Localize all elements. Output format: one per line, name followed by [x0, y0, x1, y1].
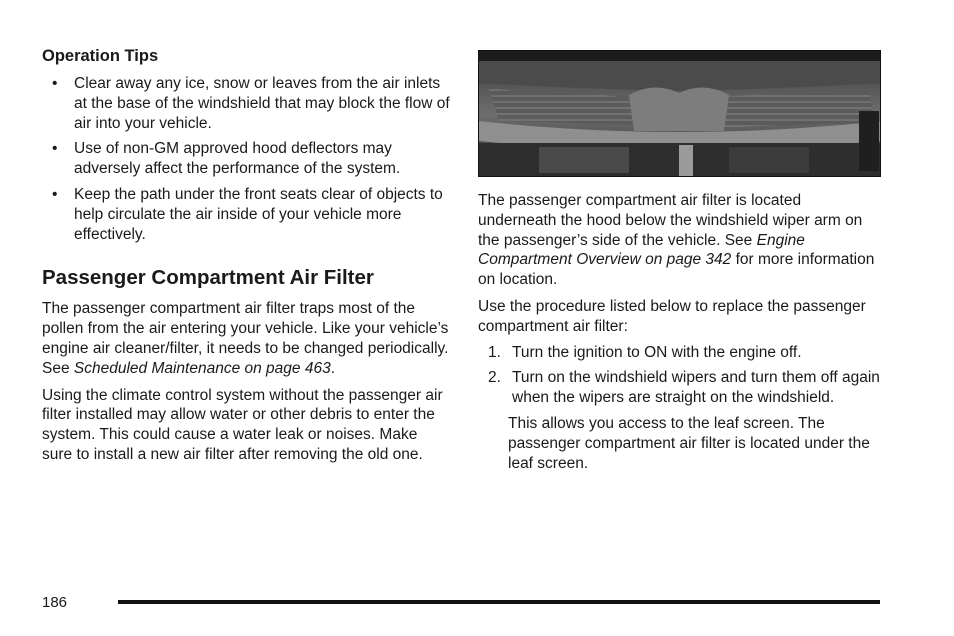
footer-rule [118, 600, 880, 604]
step-number: 1. [488, 343, 501, 361]
list-item [42, 185, 450, 244]
tip-text: Keep the path under the front seats clear of objects to help circulate the air inside of your vehicle more effectively. [74, 185, 443, 243]
filter-warning-paragraph: Using the climate control system without the passenger air filter installed may allow water or other debris to enter the system. This could cause a water leak or noises. Make sure to install a new air filter after removing the old one. [42, 386, 443, 463]
procedure-intro-paragraph: Use the procedure listed below to replace the passenger compartment air filter: [478, 297, 866, 335]
engine-compartment-photo [478, 50, 881, 177]
bullet-icon: • [52, 75, 58, 92]
list-item [42, 139, 450, 179]
paragraph-text-end: for more information on location. [478, 251, 875, 289]
step-number: 2. [488, 369, 501, 387]
bullet-icon: • [52, 140, 58, 158]
cross-reference-link[interactable]: Scheduled Maintenance on page 463 [73, 359, 331, 377]
list-item [42, 74, 450, 133]
step-note-paragraph: This allows you access to the leaf screen. The passenger compartment air filter is located under the leaf screen. [508, 414, 870, 472]
filter-intro-paragraph [42, 299, 450, 378]
list-item [478, 368, 882, 408]
paragraph-text: The passenger compartment air filter traps most of the pollen from the air entering your vehicle. Like your vehicle’s engine air cleaner/filter, it needs to be changed periodically. See [42, 300, 449, 377]
bullet-icon: • [52, 185, 58, 203]
tips-list [42, 74, 450, 244]
engine-compartment-photo-icon [479, 51, 881, 177]
procedure-steps [478, 343, 882, 408]
tip-text: Use of non-GM approved hood deflectors may adversely affect the performance of the system. [74, 140, 401, 178]
section-heading: Passenger Compartment Air Filter [42, 266, 374, 290]
filter-location-paragraph [478, 191, 882, 290]
step-text: Turn on the windshield wipers and turn them off again when the wipers are straight on the windshield. [512, 369, 880, 407]
page-number: 186 [42, 594, 68, 611]
list-item [478, 343, 882, 363]
paragraph-text: The passenger compartment air filter is located underneath the hood below the windshield wiper arm on the passenger’s side of the vehicle. See [478, 192, 863, 249]
right-column [478, 50, 882, 473]
paragraph-text-end: . [330, 359, 336, 377]
tip-text: Clear away any ice, snow or leaves from the air inlets at the base of the windshield that may block the flow of air into your vehicle. [74, 75, 450, 132]
cross-reference-link[interactable]: Engine Compartment Overview on page 342 [478, 231, 805, 269]
step-text: Turn the ignition to ON with the engine off. [512, 343, 802, 361]
left-column [42, 46, 450, 472]
operation-tips-heading: Operation Tips [42, 47, 159, 65]
